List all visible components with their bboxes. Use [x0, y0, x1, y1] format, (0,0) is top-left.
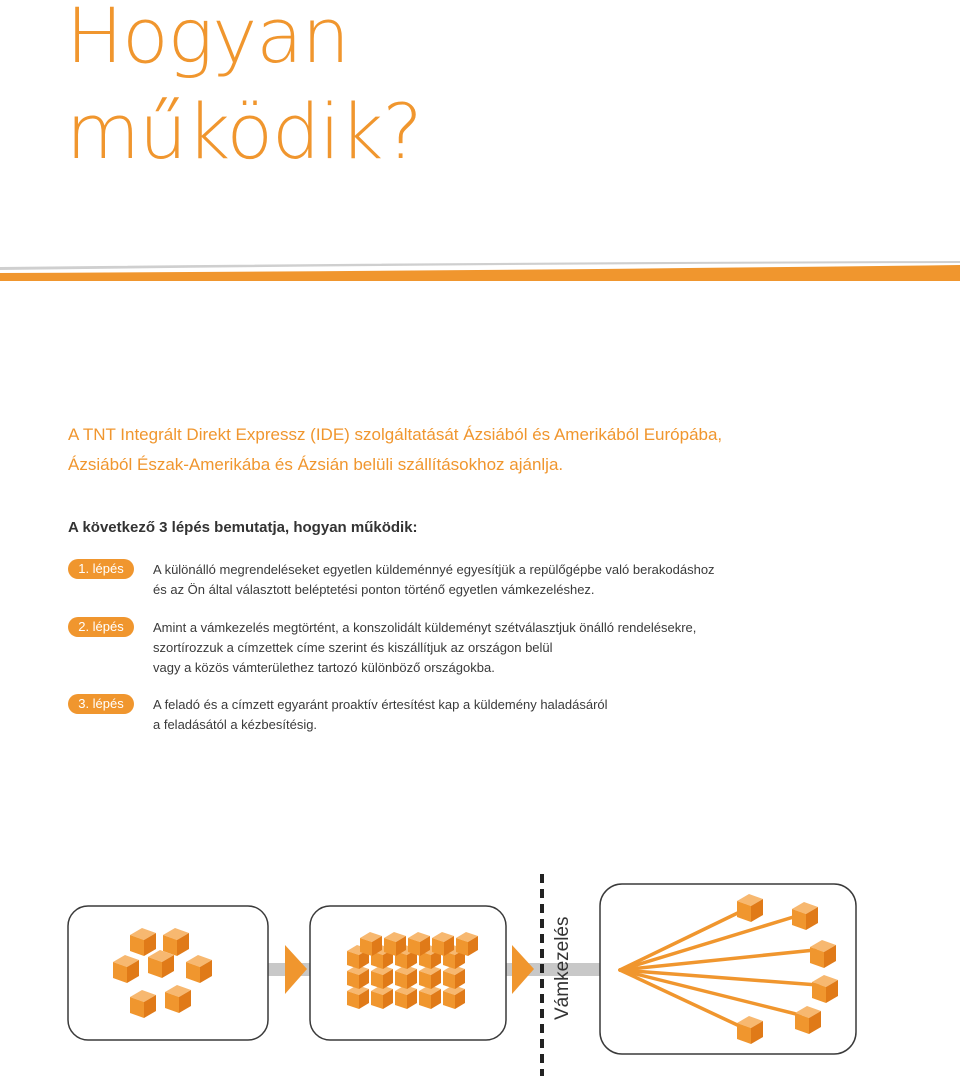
step-description [153, 695, 608, 735]
step-description [153, 618, 696, 678]
step-line: és az Ön által választott beléptetési ponton történő egyetlen vámkezeléshez. [153, 582, 595, 597]
intro-text [68, 420, 928, 480]
step-badge: 1. lépés [68, 559, 134, 579]
step-badge: 2. lépés [68, 617, 134, 637]
title-line-2: működik? [66, 87, 422, 176]
arrow-right-icon [285, 945, 307, 994]
step-line: a feladásától a kézbesítésig. [153, 717, 318, 732]
package-group-consolidated [347, 932, 478, 1009]
step-badge: 3. lépés [68, 694, 134, 714]
process-diagram [0, 860, 960, 1078]
intro-line-2: Ázsiából Észak-Amerikába és Ázsián belüli szállításokhoz ajánlja. [68, 455, 564, 474]
step-line: A különálló megrendeléseket egyetlen küldeménnyé egyesítjük a repülőgépbe való berakodáshoz [153, 562, 715, 577]
arrow-right-icon [512, 945, 534, 994]
customs-label: Vámkezelés [552, 916, 573, 1020]
step-line: A feladó és a címzett egyaránt proaktív értesítést kap a küldemény haladásáról [153, 697, 608, 712]
step-line: vagy a közös vámterülethez tartozó különböző országokba. [153, 660, 495, 675]
steps-heading: A következő 3 lépés bemutatja, hogyan működik: [68, 519, 418, 536]
step-description [153, 560, 715, 600]
title-line-1: Hogyan [66, 0, 349, 80]
intro-line-1: A TNT Integrált Direkt Expressz (IDE) szolgáltatását Ázsiából és Amerikából Európába, [68, 425, 723, 444]
page-title [66, 0, 422, 180]
step-line: Amint a vámkezelés megtörtént, a konszolidált küldeményt szétválasztjuk önálló rendelésekre, [153, 620, 697, 635]
step-line: szortírozzuk a címzettek címe szerint és kiszállítjuk az országon belül [153, 640, 553, 655]
header-rule [0, 259, 960, 281]
